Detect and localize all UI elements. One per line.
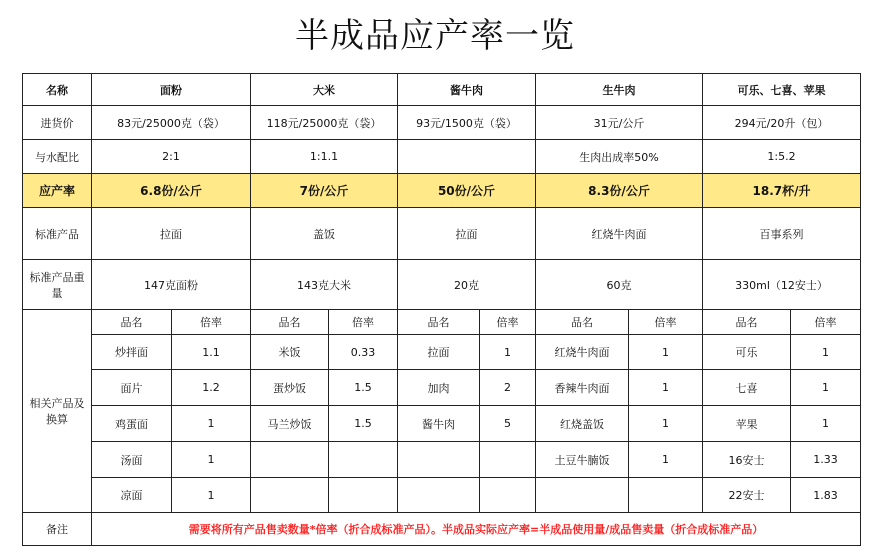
related-ratio: 1 [791, 335, 861, 370]
related-row [23, 406, 861, 442]
related-product: 土豆牛腩饭 [536, 442, 629, 478]
cell: 6.8份/公斤 [92, 174, 251, 208]
standard-weight-row [23, 260, 861, 310]
subheader-ratio: 倍率 [791, 310, 861, 335]
cell: 83元/25000克（袋） [92, 106, 251, 140]
water-ratio-row [23, 140, 861, 174]
row-label: 标准产品重量 [23, 260, 92, 310]
header-name: 名称 [23, 74, 92, 106]
cell: 生肉出成率50% [536, 140, 703, 174]
related-product [251, 442, 329, 478]
cell: 拉面 [92, 208, 251, 260]
subheader-ratio: 倍率 [629, 310, 703, 335]
cell: 294元/20升（包） [703, 106, 861, 140]
cell: 93元/1500克（袋） [398, 106, 536, 140]
cell: 1:1.1 [251, 140, 398, 174]
cell: 8.3份/公斤 [536, 174, 703, 208]
page-title: 半成品应产率一览 [295, 16, 575, 56]
related-product: 苹果 [703, 406, 791, 442]
yield-table [22, 73, 861, 546]
related-ratio [480, 478, 536, 513]
related-ratio: 5 [480, 406, 536, 442]
related-ratio: 1 [629, 335, 703, 370]
related-ratio: 2 [480, 370, 536, 406]
header-raw-beef: 生牛肉 [536, 74, 703, 106]
subheader-ratio: 倍率 [172, 310, 251, 335]
related-product: 马兰炒饭 [251, 406, 329, 442]
cell: 60克 [536, 260, 703, 310]
header-braised-beef: 酱牛肉 [398, 74, 536, 106]
cell: 红烧牛肉面 [536, 208, 703, 260]
related-row [23, 478, 861, 513]
related-ratio [329, 478, 398, 513]
purchase-price-row [23, 106, 861, 140]
related-product: 鸡蛋面 [92, 406, 172, 442]
related-ratio: 1 [172, 406, 251, 442]
cell: 2:1 [92, 140, 251, 174]
related-product: 七喜 [703, 370, 791, 406]
related-ratio: 1 [172, 478, 251, 513]
yield-rate-row [23, 174, 861, 208]
related-ratio: 1.5 [329, 370, 398, 406]
related-product: 蛋炒饭 [251, 370, 329, 406]
related-product: 酱牛肉 [398, 406, 480, 442]
cell: 118元/25000克（袋） [251, 106, 398, 140]
cell: 7份/公斤 [251, 174, 398, 208]
remark-text: 需要将所有产品售卖数量*倍率（折合成标准产品）。半成品实际应产率=半成品使用量/成品售卖量（折合成标准产品） [92, 513, 861, 546]
related-product [398, 478, 480, 513]
related-product [398, 442, 480, 478]
header-flour: 面粉 [92, 74, 251, 106]
remark-row [23, 513, 861, 546]
header-rice: 大米 [251, 74, 398, 106]
related-ratio: 1 [629, 406, 703, 442]
cell: 330ml（12安士） [703, 260, 861, 310]
row-label: 进货价 [23, 106, 92, 140]
related-ratio: 1 [791, 406, 861, 442]
related-product: 香辣牛肉面 [536, 370, 629, 406]
cell: 百事系列 [703, 208, 861, 260]
cell: 18.7杯/升 [703, 174, 861, 208]
remark-label: 备注 [23, 513, 92, 546]
subheader-ratio: 倍率 [480, 310, 536, 335]
related-ratio: 1 [480, 335, 536, 370]
related-product: 16安士 [703, 442, 791, 478]
row-label: 与水配比 [23, 140, 92, 174]
subheader-name: 品名 [703, 310, 791, 335]
related-ratio: 1 [791, 370, 861, 406]
related-ratio: 1.1 [172, 335, 251, 370]
header-soft-drinks: 可乐、七喜、苹果 [703, 74, 861, 106]
related-product: 红烧牛肉面 [536, 335, 629, 370]
row-label: 应产率 [23, 174, 92, 208]
related-ratio [480, 442, 536, 478]
related-ratio: 1.2 [172, 370, 251, 406]
related-product [251, 478, 329, 513]
related-ratio: 0.33 [329, 335, 398, 370]
related-ratio: 1 [629, 442, 703, 478]
cell [398, 140, 536, 174]
related-ratio: 1 [172, 442, 251, 478]
related-ratio: 1.33 [791, 442, 861, 478]
related-product: 炒拌面 [92, 335, 172, 370]
related-ratio: 1 [629, 370, 703, 406]
related-subheader-row [23, 310, 861, 335]
cell: 1:5.2 [703, 140, 861, 174]
related-product: 汤面 [92, 442, 172, 478]
cell: 31元/公斤 [536, 106, 703, 140]
related-ratio: 1.5 [329, 406, 398, 442]
related-product [536, 478, 629, 513]
header-row [23, 74, 861, 106]
cell: 50份/公斤 [398, 174, 536, 208]
cell: 20克 [398, 260, 536, 310]
cell: 盖饭 [251, 208, 398, 260]
related-product: 加肉 [398, 370, 480, 406]
subheader-name: 品名 [92, 310, 172, 335]
cell: 143克大米 [251, 260, 398, 310]
related-product: 米饭 [251, 335, 329, 370]
related-ratio [629, 478, 703, 513]
related-product: 可乐 [703, 335, 791, 370]
cell: 拉面 [398, 208, 536, 260]
related-product: 拉面 [398, 335, 480, 370]
row-label: 标准产品 [23, 208, 92, 260]
cell: 147克面粉 [92, 260, 251, 310]
related-row [23, 370, 861, 406]
related-product: 红烧盖饭 [536, 406, 629, 442]
related-row [23, 442, 861, 478]
subheader-ratio: 倍率 [329, 310, 398, 335]
related-ratio [329, 442, 398, 478]
related-ratio: 1.83 [791, 478, 861, 513]
related-product: 凉面 [92, 478, 172, 513]
subheader-name: 品名 [251, 310, 329, 335]
related-row [23, 335, 861, 370]
subheader-name: 品名 [536, 310, 629, 335]
related-product: 面片 [92, 370, 172, 406]
related-product: 22安士 [703, 478, 791, 513]
subheader-name: 品名 [398, 310, 480, 335]
row-label: 相关产品及换算 [23, 310, 92, 513]
standard-product-row [23, 208, 861, 260]
